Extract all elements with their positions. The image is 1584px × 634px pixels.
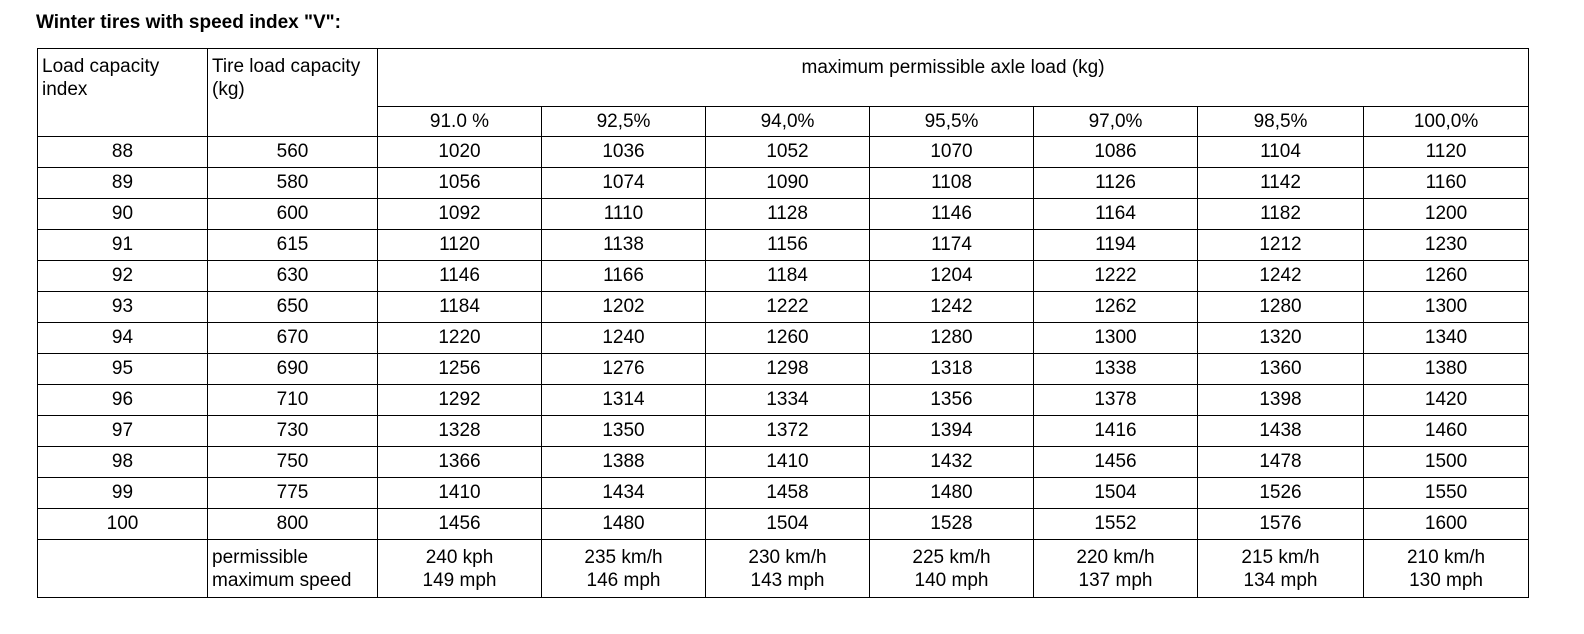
axle-load-cell: 1456: [378, 509, 542, 540]
axle-load-cell: 1372: [706, 416, 870, 447]
table-row: [38, 447, 1529, 478]
load-index-cell: 89: [38, 168, 208, 199]
axle-load-cell: 1200: [1364, 199, 1529, 230]
axle-load-cell: 1338: [1034, 354, 1198, 385]
axle-load-cell: 1036: [542, 137, 706, 168]
axle-load-cell: 1300: [1364, 292, 1529, 323]
axle-load-cell: 1202: [542, 292, 706, 323]
axle-load-cell: 1480: [870, 478, 1034, 509]
percentage-header: 94,0%: [706, 107, 870, 137]
axle-load-cell: 1292: [378, 385, 542, 416]
table-row: [38, 354, 1529, 385]
axle-load-cell: 1356: [870, 385, 1034, 416]
axle-load-cell: 1256: [378, 354, 542, 385]
axle-load-cell: 1260: [706, 323, 870, 354]
axle-load-cell: 1504: [706, 509, 870, 540]
header-row: [38, 49, 1529, 107]
axle-load-cell: 1378: [1034, 385, 1198, 416]
empty-cell: [38, 540, 208, 598]
axle-load-cell: 1260: [1364, 261, 1529, 292]
tire-load-cell: 800: [208, 509, 378, 540]
tire-load-cell: 730: [208, 416, 378, 447]
speed-mph: 146 mph: [586, 569, 661, 591]
table-row: [38, 478, 1529, 509]
axle-load-cell: 1126: [1034, 168, 1198, 199]
tire-load-cell: 630: [208, 261, 378, 292]
axle-load-cell: 1314: [542, 385, 706, 416]
percentage-header: 95,5%: [870, 107, 1034, 137]
axle-load-cell: 1086: [1034, 137, 1198, 168]
load-index-cell: 93: [38, 292, 208, 323]
axle-load-cell: 1438: [1198, 416, 1364, 447]
speed-cell: [1198, 540, 1364, 598]
speed-row: [38, 540, 1529, 598]
speed-mph: 137 mph: [1078, 569, 1153, 591]
axle-load-cell: 1230: [1364, 230, 1529, 261]
speed-kmh: 215 km/h: [1241, 546, 1320, 568]
axle-load-cell: 1222: [706, 292, 870, 323]
speed-kmh: 240 kph: [425, 546, 494, 568]
table-row: [38, 261, 1529, 292]
axle-load-cell: 1456: [1034, 447, 1198, 478]
speed-label-line: maximum speed: [212, 569, 352, 591]
speed-cell: [706, 540, 870, 598]
axle-load-cell: 1156: [706, 230, 870, 261]
tire-load-cell: 600: [208, 199, 378, 230]
load-index-header: Load capacity index: [38, 49, 208, 137]
axle-load-cell: 1410: [706, 447, 870, 478]
axle-load-cell: 1120: [1364, 137, 1529, 168]
axle-load-cell: 1420: [1364, 385, 1529, 416]
load-index-cell: 91: [38, 230, 208, 261]
tire-load-cell: 560: [208, 137, 378, 168]
axle-load-cell: 1184: [378, 292, 542, 323]
axle-load-cell: 1460: [1364, 416, 1529, 447]
tire-load-cell: 710: [208, 385, 378, 416]
tire-load-cell: 690: [208, 354, 378, 385]
axle-load-cell: 1222: [1034, 261, 1198, 292]
axle-load-cell: 1128: [706, 199, 870, 230]
axle-load-cell: 1320: [1198, 323, 1364, 354]
axle-load-cell: 1262: [1034, 292, 1198, 323]
load-index-cell: 90: [38, 199, 208, 230]
speed-label-cell: [208, 540, 378, 598]
table-row: [38, 509, 1529, 540]
axle-load-cell: 1398: [1198, 385, 1364, 416]
percentage-header: 98,5%: [1198, 107, 1364, 137]
speed-mph: 149 mph: [422, 569, 497, 591]
percentage-header: 100,0%: [1364, 107, 1529, 137]
load-index-cell: 100: [38, 509, 208, 540]
tire-load-cell: 650: [208, 292, 378, 323]
percentage-header: 92,5%: [542, 107, 706, 137]
axle-load-cell: 1056: [378, 168, 542, 199]
table-row: [38, 385, 1529, 416]
load-index-cell: 95: [38, 354, 208, 385]
load-index-cell: 99: [38, 478, 208, 509]
axle-load-cell: 1600: [1364, 509, 1529, 540]
axle-load-cell: 1104: [1198, 137, 1364, 168]
axle-load-cell: 1160: [1364, 168, 1529, 199]
axle-load-table: [37, 48, 1529, 598]
speed-cell: [1034, 540, 1198, 598]
axle-load-cell: 1146: [870, 199, 1034, 230]
axle-load-cell: 1576: [1198, 509, 1364, 540]
speed-mph: 130 mph: [1409, 569, 1484, 591]
load-index-cell: 88: [38, 137, 208, 168]
tire-load-cell: 670: [208, 323, 378, 354]
speed-cell: [378, 540, 542, 598]
axle-load-cell: 1090: [706, 168, 870, 199]
tire-load-cell: 615: [208, 230, 378, 261]
axle-load-header: maximum permissible axle load (kg): [378, 49, 1529, 107]
axle-load-cell: 1164: [1034, 199, 1198, 230]
axle-load-cell: 1166: [542, 261, 706, 292]
axle-load-cell: 1394: [870, 416, 1034, 447]
axle-load-cell: 1504: [1034, 478, 1198, 509]
axle-load-cell: 1108: [870, 168, 1034, 199]
axle-load-cell: 1146: [378, 261, 542, 292]
axle-load-cell: 1194: [1034, 230, 1198, 261]
axle-load-cell: 1276: [542, 354, 706, 385]
axle-load-cell: 1212: [1198, 230, 1364, 261]
axle-load-cell: 1070: [870, 137, 1034, 168]
axle-load-cell: 1020: [378, 137, 542, 168]
table-row: [38, 416, 1529, 447]
percentage-header: 97,0%: [1034, 107, 1198, 137]
speed-kmh: 230 km/h: [748, 546, 827, 568]
axle-load-cell: 1380: [1364, 354, 1529, 385]
tire-load-header: Tire load capacity (kg): [208, 49, 378, 137]
table-row: [38, 199, 1529, 230]
axle-load-cell: 1280: [1198, 292, 1364, 323]
axle-load-cell: 1242: [1198, 261, 1364, 292]
axle-load-cell: 1478: [1198, 447, 1364, 478]
page-title: Winter tires with speed index "V":: [36, 12, 342, 33]
table-row: [38, 292, 1529, 323]
axle-load-cell: 1416: [1034, 416, 1198, 447]
axle-load-cell: 1434: [542, 478, 706, 509]
axle-load-cell: 1350: [542, 416, 706, 447]
axle-load-cell: 1500: [1364, 447, 1529, 478]
axle-load-cell: 1432: [870, 447, 1034, 478]
axle-load-cell: 1458: [706, 478, 870, 509]
axle-load-cell: 1052: [706, 137, 870, 168]
tire-load-cell: 750: [208, 447, 378, 478]
axle-load-cell: 1298: [706, 354, 870, 385]
axle-load-cell: 1300: [1034, 323, 1198, 354]
axle-load-cell: 1552: [1034, 509, 1198, 540]
load-index-cell: 92: [38, 261, 208, 292]
axle-load-cell: 1526: [1198, 478, 1364, 509]
axle-load-cell: 1220: [378, 323, 542, 354]
table-row: [38, 230, 1529, 261]
speed-kmh: 210 km/h: [1406, 546, 1486, 568]
axle-load-cell: 1204: [870, 261, 1034, 292]
axle-load-cell: 1550: [1364, 478, 1529, 509]
axle-load-cell: 1074: [542, 168, 706, 199]
speed-cell: [1364, 540, 1529, 598]
axle-load-cell: 1334: [706, 385, 870, 416]
axle-load-cell: 1388: [542, 447, 706, 478]
table-row: [38, 137, 1529, 168]
axle-load-cell: 1318: [870, 354, 1034, 385]
load-index-cell: 96: [38, 385, 208, 416]
table-row: [38, 168, 1529, 199]
axle-load-cell: 1120: [378, 230, 542, 261]
tire-load-cell: 775: [208, 478, 378, 509]
load-index-cell: 97: [38, 416, 208, 447]
speed-kmh: 225 km/h: [912, 546, 991, 568]
speed-cell: [870, 540, 1034, 598]
axle-load-cell: 1138: [542, 230, 706, 261]
speed-label-line: permissible: [212, 546, 309, 568]
axle-load-cell: 1360: [1198, 354, 1364, 385]
load-index-cell: 94: [38, 323, 208, 354]
axle-load-cell: 1528: [870, 509, 1034, 540]
axle-load-cell: 1184: [706, 261, 870, 292]
load-index-cell: 98: [38, 447, 208, 478]
axle-load-cell: 1142: [1198, 168, 1364, 199]
percentage-header: 91.0 %: [378, 107, 542, 137]
speed-cell: [542, 540, 706, 598]
speed-mph: 143 mph: [750, 569, 825, 591]
speed-mph: 134 mph: [1243, 569, 1318, 591]
axle-load-cell: 1366: [378, 447, 542, 478]
axle-load-cell: 1280: [870, 323, 1034, 354]
axle-load-cell: 1174: [870, 230, 1034, 261]
axle-load-cell: 1340: [1364, 323, 1529, 354]
tire-load-cell: 580: [208, 168, 378, 199]
axle-load-cell: 1092: [378, 199, 542, 230]
speed-kmh: 220 km/h: [1076, 546, 1155, 568]
axle-load-cell: 1182: [1198, 199, 1364, 230]
axle-load-cell: 1240: [542, 323, 706, 354]
table-row: [38, 323, 1529, 354]
axle-load-cell: 1328: [378, 416, 542, 447]
speed-kmh: 235 km/h: [584, 546, 663, 568]
axle-load-cell: 1242: [870, 292, 1034, 323]
axle-load-cell: 1410: [378, 478, 542, 509]
axle-load-cell: 1480: [542, 509, 706, 540]
speed-mph: 140 mph: [914, 569, 989, 591]
axle-load-cell: 1110: [542, 199, 706, 230]
